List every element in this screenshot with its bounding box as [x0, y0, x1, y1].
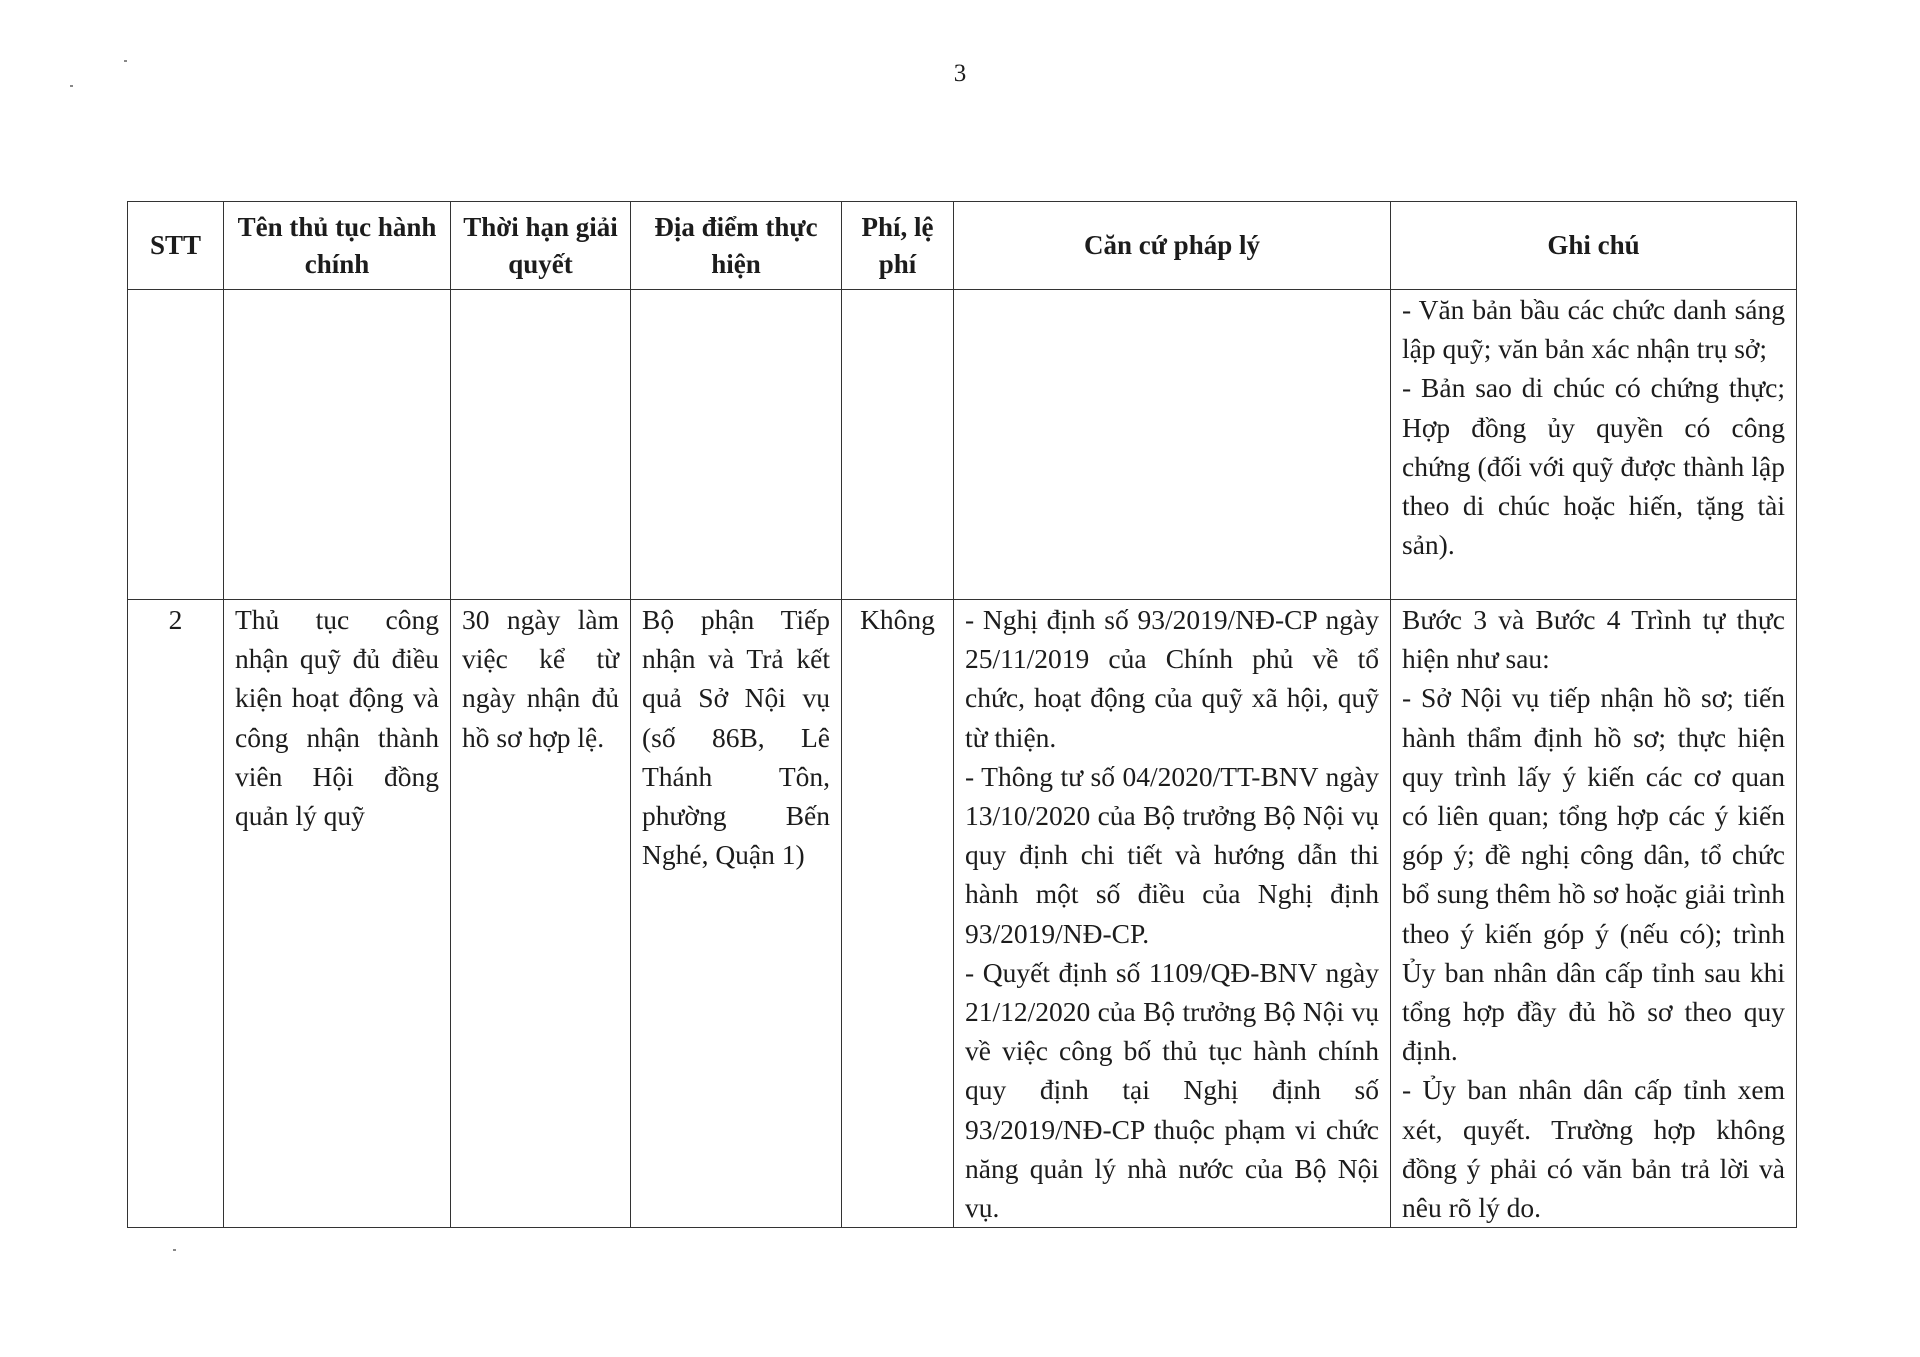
header-fee: Phí, lệ phí — [842, 202, 954, 290]
table-row — [128, 600, 1797, 1228]
cell-note — [1391, 290, 1797, 600]
cell-time-limit: 30 ngày làm việc kể từ ngày nhận đủ hồ sơ hợp lệ. — [451, 600, 631, 1228]
cell-legal-basis — [954, 290, 1391, 600]
legal-basis-line: - Thông tư số 04/2020/TT-BNV ngày 13/10/2020 của Bộ trưởng Bộ Nội vụ quy định chi tiết và hướng dẫn thi hành một số điều của Nghị định 93/2019/NĐ-CP. — [965, 760, 1379, 949]
note-line: Bước 3 và Bước 4 Trình tự thực hiện như sau: — [1402, 604, 1785, 675]
cell-fee — [842, 290, 954, 600]
scan-speck — [124, 60, 127, 62]
cell-procedure-name: Thủ tục công nhận quỹ đủ điều kiện hoạt động và công nhận thành viên Hội đồng quản lý quỹ — [224, 600, 451, 1228]
cell-stt: 2 — [128, 600, 224, 1228]
page-number: 3 — [953, 60, 967, 87]
header-location: Địa điểm thực hiện — [631, 202, 842, 290]
note-line: - Bản sao di chúc có chứng thực; Hợp đồng ủy quyền có công chứng (đối với quỹ được thành lập theo di chúc hoặc hiến, tặng tài sản). — [1402, 372, 1785, 561]
header-time-limit: Thời hạn giải quyết — [451, 202, 631, 290]
header-legal-basis: Căn cứ pháp lý — [954, 202, 1391, 290]
legal-basis-line: - Nghị định số 93/2019/NĐ-CP ngày 25/11/2019 của Chính phủ về tổ chức, hoạt động của quỹ xã hội, quỹ từ thiện. — [965, 604, 1379, 753]
cell-note — [1391, 600, 1797, 1228]
cell-legal-basis — [954, 600, 1391, 1228]
cell-time-limit — [451, 290, 631, 600]
procedure-table — [127, 201, 1797, 1228]
cell-procedure-name — [224, 290, 451, 600]
cell-location: Bộ phận Tiếp nhận và Trả kết quả Sở Nội vụ (số 86B, Lê Thánh Tôn, phường Bến Nghé, Quận 1) — [631, 600, 842, 1228]
cell-stt — [128, 290, 224, 600]
legal-basis-line: - Quyết định số 1109/QĐ-BNV ngày 21/12/2020 của Bộ trưởng Bộ Nội vụ về việc công bố thủ tục hành chính quy định tại Nghị định số 93/2019/NĐ-CP thuộc phạm vi chức năng quản lý nhà nước của Bộ Nội vụ. — [965, 956, 1379, 1224]
note-line: - Văn bản bầu các chức danh sáng lập quỹ; văn bản xác nhận trụ sở; — [1402, 294, 1785, 365]
header-stt: STT — [128, 202, 224, 290]
note-line: - Ủy ban nhân dân cấp tỉnh xem xét, quyết. Trường hợp không đồng ý phải có văn bản trả lời và nêu rõ lý do. — [1402, 1074, 1785, 1224]
header-note: Ghi chú — [1391, 202, 1797, 290]
table-row — [128, 290, 1797, 600]
cell-location — [631, 290, 842, 600]
note-line: - Sở Nội vụ tiếp nhận hồ sơ; tiến hành thẩm định hồ sơ; thực hiện quy trình lấy ý kiến các cơ quan có liên quan; tổng hợp các ý kiến góp ý; đề nghị công dân, tổ chức bổ sung thêm hồ sơ hoặc giải trình theo ý kiến góp ý (nếu có); trình Ủy ban nhân dân cấp tỉnh sau khi tổng hợp đầy đủ hồ sơ theo quy định. — [1402, 682, 1785, 1067]
scan-speck — [173, 1249, 176, 1251]
header-procedure-name: Tên thủ tục hành chính — [224, 202, 451, 290]
scan-speck — [70, 85, 73, 87]
table-header-row — [128, 202, 1797, 290]
cell-fee: Không — [842, 600, 954, 1228]
